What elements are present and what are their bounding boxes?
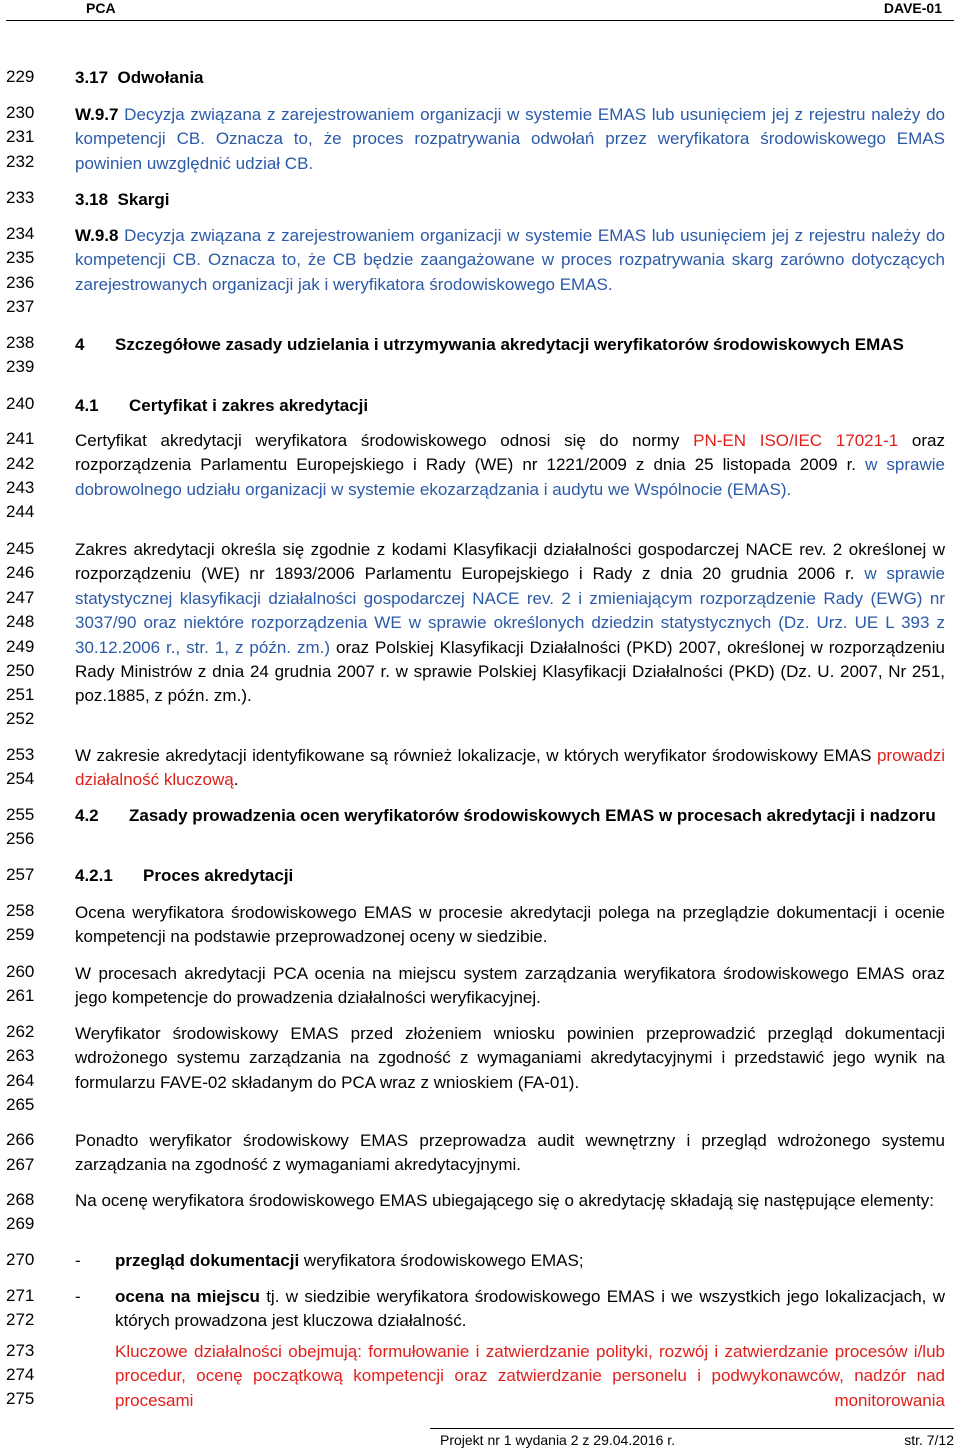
- guidance-text: Decyzja związana z zarejestrowaniem organizacji w systemie EMAS lub usunięciem jej z rejestru należy do kompetencji CB.: [75, 105, 945, 149]
- guidance-id: W.9.7: [75, 105, 119, 124]
- paragraph-internal-audit: Ponadto weryfikator środowiskowy EMAS przeprowadza audit wewnętrzny i przegląd wdrożonego systemu zarządzania na zgodność z wymaganiami akredytacyjnymi.: [75, 1131, 945, 1175]
- section-number: 3.18: [75, 190, 109, 209]
- line-number: 250: [6, 661, 35, 680]
- line-number: 244: [6, 502, 35, 521]
- footer-rule: [430, 1428, 954, 1429]
- guidance-w-9-8: [75, 224, 945, 297]
- text-run: Zakres akredytacji określa się zgodnie z kodami Klasyfikacji działalności gospodarczej NACE rev. 2 określonej w rozporządzeniu (WE) nr 1893/2006 Parlamentu Europejskiego i Rady z dnia 20 grudnia 2006 r.: [75, 540, 945, 584]
- guidance-text-2: Oznacza to, że proces rozpatrywania odwołań przez weryfikatora środowiskowego EMAS powinien uwzględnić udział CB.: [75, 129, 945, 173]
- section-heading-4-1: [75, 394, 945, 418]
- header-doc-code: DAVE-01: [883, 0, 942, 16]
- line-number: 241: [6, 429, 35, 448]
- key-activity-phrase: prowadzi działalność kluczową: [75, 746, 945, 790]
- section-title: Proces akredytacji: [143, 866, 294, 885]
- line-number: 254: [6, 769, 35, 788]
- text-run: Certyfikat akredytacji weryfikatora środowiskowego odnosi się do normy: [75, 431, 694, 450]
- list-item: [115, 1285, 945, 1334]
- line-number: 232: [6, 152, 35, 171]
- list-item-text: tj. w siedzibie weryfikatora środowiskowego EMAS i we wszystkich jego lokalizacjach, w których prowadzona jest kluczowa działalność.: [115, 1287, 945, 1331]
- section-title: Certyfikat i zakres akredytacji: [129, 396, 369, 415]
- line-number: 233: [6, 188, 35, 207]
- section-number: 4.1: [75, 396, 99, 415]
- section-heading-4-2-1: [75, 864, 945, 888]
- guidance-w-9-7: [75, 103, 945, 176]
- line-number: 234: [6, 224, 35, 243]
- line-number: 265: [6, 1095, 35, 1114]
- line-number: 275: [6, 1389, 35, 1408]
- section-number: 3.17: [75, 68, 109, 87]
- line-number: 237: [6, 297, 35, 316]
- paragraph-onsite: W procesach akredytacji PCA ocenia na miejscu system zarządzania weryfikatora środowiskowego EMAS oraz jego kompetencje do prowadzenia działalności weryfikacyjnej.: [75, 964, 945, 1008]
- line-number: 261: [6, 986, 35, 1005]
- line-number: 266: [6, 1130, 35, 1149]
- header-rule: [6, 20, 954, 21]
- line-number: 245: [6, 539, 35, 558]
- line-number: 271: [6, 1286, 35, 1305]
- standard-reference: PN-EN ISO/IEC 17021-1: [693, 431, 899, 450]
- guidance-text: Decyzja związana z zarejestrowaniem organizacji w systemie EMAS lub usunięciem jej z rejestru należy do kompetencji CB.: [75, 226, 945, 270]
- section-heading-3-17: [75, 66, 945, 90]
- line-number: 249: [6, 637, 35, 656]
- paragraph-certificate: [75, 429, 945, 502]
- line-number: 260: [6, 962, 35, 981]
- line-number: 272: [6, 1310, 35, 1329]
- paragraph-scope: [75, 538, 945, 709]
- list-item: [115, 1249, 945, 1273]
- text-run: oraz Polskiej Klasyfikacji Działalności (PKD) 2007, określonej w rozporządzeniu Rady Ministrów z dnia 24 grudnia 2007 r. w sprawie Polskiej Klasyfikacji Działalności (PKD) (Dz. U. 2007, Nr 251, poz.1885, z późn. zm.).: [75, 637, 945, 706]
- guidance-id: W.9.8: [75, 226, 119, 245]
- list-dash: -: [75, 1287, 81, 1306]
- line-number: 242: [6, 454, 35, 473]
- section-title: Skargi: [117, 190, 170, 209]
- footer-project-info: Projekt nr 1 wydania 2 z 29.04.2016 r.: [440, 1432, 676, 1448]
- line-number: 270: [6, 1250, 35, 1269]
- section-title: Szczegółowe zasady udzielania i utrzymywania akredytacji weryfikatorów środowiskowych EMAS: [115, 335, 904, 354]
- line-number: 263: [6, 1046, 35, 1065]
- regulation-title: w sprawie statystycznej klasyfikacji działalności gospodarczej NACE rev. 2 i zmieniającym rozporządzenie Rady (EWG) nr 3037/90 oraz niektóre rozporządzenia WE w sprawie określonych dziedzin statystycznych (Dz. Urz. UE L 393 z 30.12.2006 r., str. 1, z późn. zm.): [75, 564, 945, 657]
- text-run: .: [233, 770, 239, 790]
- list-item-text: weryfikatora środowiskowego EMAS;: [299, 1251, 584, 1270]
- section-number: 4.2.1: [75, 866, 113, 885]
- line-number: 264: [6, 1071, 35, 1090]
- line-number: 253: [6, 745, 35, 764]
- line-number: 238: [6, 333, 35, 352]
- line-number: 259: [6, 925, 35, 944]
- line-number: 252: [6, 709, 35, 728]
- paragraph-review: Weryfikator środowiskowy EMAS przed złożeniem wniosku powinien przeprowadzić przegląd dokumentacji wdrożonego systemu zarządzania na zgodność z wymaganiami akredytacyjnymi i przedstawić jego wynik na formularzu FAVE-02 składanym do PCA wraz z wnioskiem (FA-01).: [75, 1024, 945, 1092]
- paragraph-assessment: Ocena weryfikatora środowiskowego EMAS w procesie akredytacji polega na przeglądzie dokumentacji i ocenie kompetencji na podstawie przeprowadzonej oceny w siedzibie.: [75, 903, 945, 947]
- line-number: 255: [6, 805, 35, 824]
- line-number: 236: [6, 273, 35, 292]
- line-number: 258: [6, 901, 35, 920]
- guidance-text-2: Oznacza to, że CB będzie zaangażowane w proces rozpatrywania skarg zarówno dotyczących zarejestrowanych organizacji jak i weryfikatora środowiskowego EMAS.: [75, 250, 945, 294]
- line-number: 235: [6, 248, 35, 267]
- section-title: Zasady prowadzenia ocen weryfikatorów środowiskowych EMAS w procesach akredytacji i nadzoru: [129, 806, 936, 825]
- line-number: 240: [6, 394, 35, 413]
- section-number: 4: [75, 335, 85, 354]
- text-run: W zakresie akredytacji identyfikowane są również lokalizacje, w których weryfikator środowiskowy EMAS: [75, 746, 877, 765]
- line-number: 262: [6, 1022, 35, 1041]
- paragraph-locations: [75, 744, 945, 793]
- line-number: 267: [6, 1155, 35, 1174]
- line-number: 257: [6, 865, 35, 884]
- line-number: 274: [6, 1365, 35, 1384]
- list-item-term: przegląd dokumentacji: [115, 1251, 300, 1270]
- line-number: 247: [6, 588, 35, 607]
- list-dash: -: [75, 1251, 81, 1270]
- section-heading-4: [75, 333, 945, 357]
- section-heading-4-2: [75, 804, 945, 828]
- line-number: 251: [6, 685, 35, 704]
- section-title: Odwołania: [117, 68, 204, 87]
- line-number: 269: [6, 1214, 35, 1233]
- line-number: 256: [6, 829, 35, 848]
- footer-page-number: str. 7/12: [904, 1432, 954, 1448]
- line-number: 239: [6, 357, 35, 376]
- text-run: oraz rozporządzenia Parlamentu Europejskiego i Rady (WE) nr 1221/2009 z dnia 25 listopada 2009 r.: [75, 431, 945, 475]
- line-number: 268: [6, 1190, 35, 1209]
- regulation-title: w sprawie dobrowolnego udziału organizacji w systemie ekozarządzania i audytu we Wspólnocie (EMAS).: [75, 455, 945, 499]
- line-number: 230: [6, 103, 35, 122]
- section-heading-3-18: [75, 188, 945, 212]
- line-number: 231: [6, 127, 35, 146]
- header-org: PCA: [86, 0, 116, 16]
- line-number: 246: [6, 563, 35, 582]
- section-number: 4.2: [75, 806, 99, 825]
- page-header: [0, 0, 960, 20]
- paragraph-elements: Na ocenę weryfikatora środowiskowego EMAS ubiegającego się o akredytację składają się następujące elementy:: [75, 1191, 934, 1210]
- list-item-term: ocena na miejscu: [115, 1287, 260, 1306]
- line-number: 243: [6, 478, 35, 497]
- line-number: 229: [6, 67, 35, 86]
- line-number: 273: [6, 1341, 35, 1360]
- paragraph-key-activities: Kluczowe działalności obejmują: formułowanie i zatwierdzanie polityki, rozwój i zatwierdzanie procesów i/lub procedur, ocenę początkową kompetencji oraz zatwierdzanie personelu i podwykonawców, nadzór nad procesami monitorowania: [115, 1342, 945, 1410]
- line-number: 248: [6, 612, 35, 631]
